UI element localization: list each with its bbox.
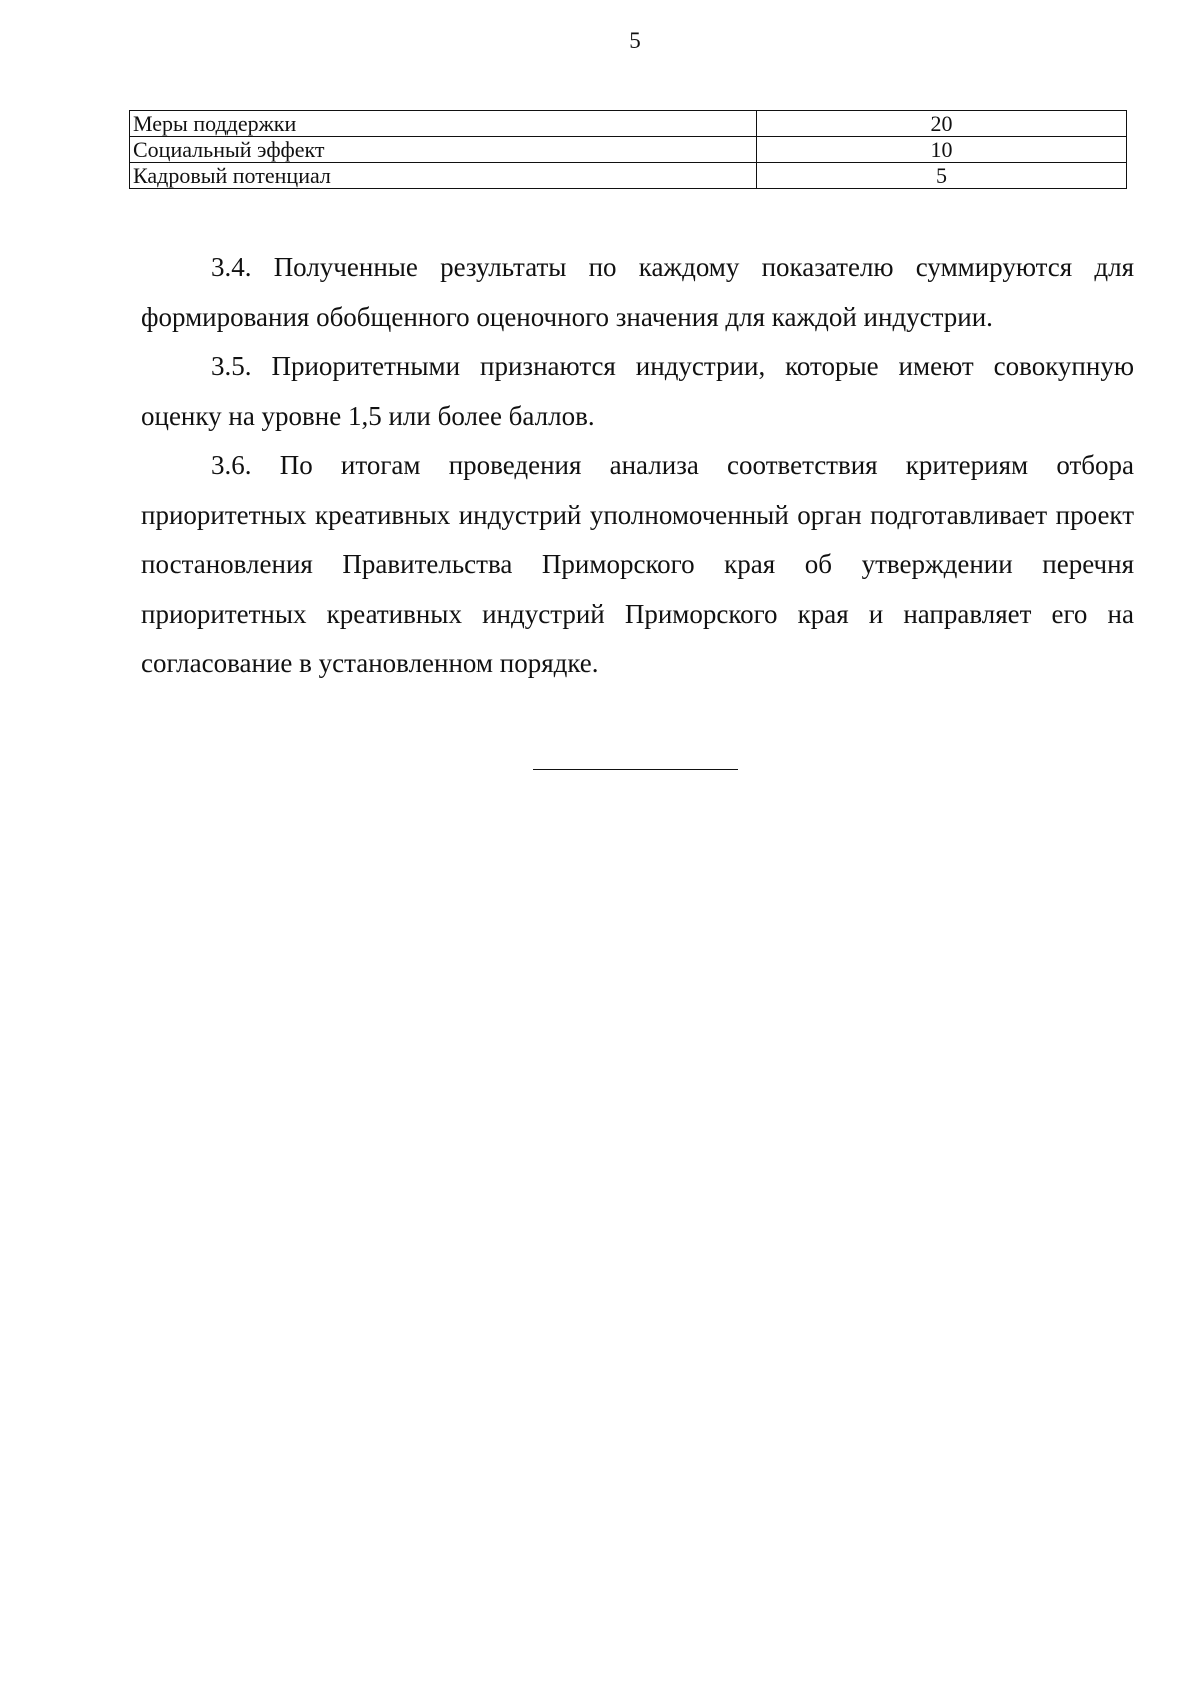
table-row: [130, 163, 1127, 189]
criteria-table: [129, 110, 1127, 189]
paragraph-3-5: 3.5. Приоритетными признаются индустрии, которые имеют совокупную оценку на уровне 1,5 или более баллов.: [141, 351, 1134, 431]
page-number: 5: [629, 28, 641, 53]
table-row: [130, 137, 1127, 163]
paragraph-3-6: 3.6. По итогам проведения анализа соответствия критериям отбора приоритетных креативных индустрий уполномоченный орган подготавливает проект постановления Правительства Приморского края об утверждении перечня приоритетных креативных индустрий Приморского края и направляет его на согласование в установленном порядке.: [141, 450, 1134, 678]
criterion-name: Социальный эффект: [130, 137, 757, 163]
criterion-name: Меры поддержки: [130, 111, 757, 137]
table-row: [130, 111, 1127, 137]
criterion-name: Кадровый потенциал: [130, 163, 757, 189]
criterion-value: 10: [757, 137, 1127, 163]
document-body: [141, 243, 1134, 689]
paragraph-3-4: 3.4. Полученные результаты по каждому показателю суммируются для формирования обобщенного оценочного значения для каждой индустрии.: [141, 252, 1134, 332]
criterion-value: 20: [757, 111, 1127, 137]
end-of-document-rule: [533, 769, 738, 770]
criterion-value: 5: [757, 163, 1127, 189]
